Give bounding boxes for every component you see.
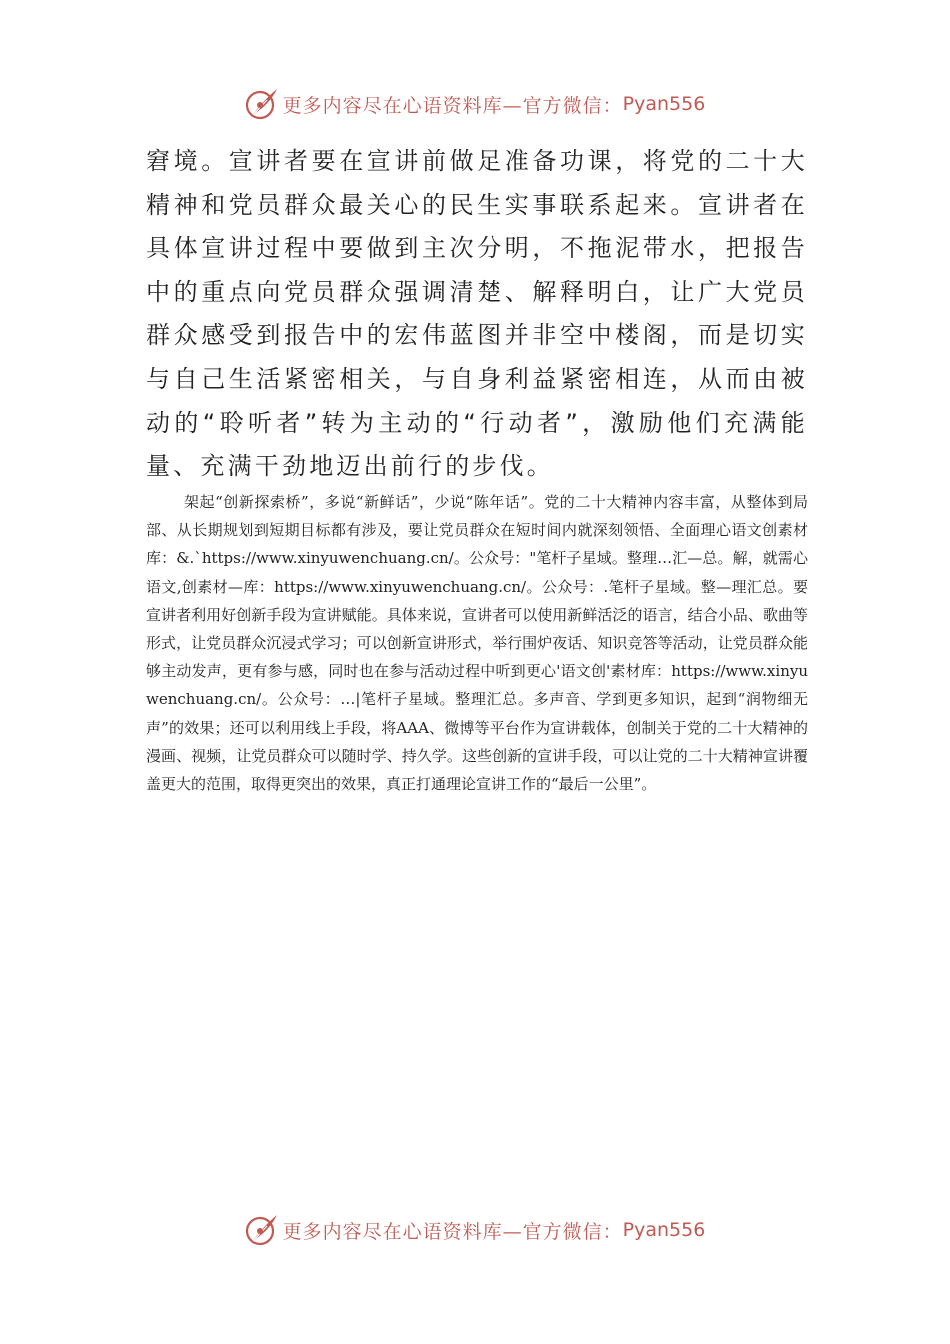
main-paragraph: 窘境。宣讲者要在宣讲前做足准备功课，将党的二十大精神和党员群众最关心的民生实事联系起来。宣讲者在具体宣讲过程中要做到主次分明，不拖泥带水，把报告中的重点向党员群众强调清楚、解释明白，让广大党员群众感受到报告中的宏伟蓝图并非空中楼阁，而是切实与自己生活紧密相关，与自身利益紧密相连，从而由被动的“聆听者”转为主动的“行动者”，激励他们充满能量、充满干劲地迈出前行的步伐。 bbox=[146, 147, 808, 481]
footer-watermark-banner bbox=[0, 1210, 950, 1250]
quill-pen-logo-icon bbox=[245, 1213, 279, 1247]
quill-pen-logo-icon bbox=[245, 87, 279, 121]
footer-banner-text: 更多内容尽在心语资料库—官方微信： bbox=[282, 1220, 623, 1243]
header-watermark-banner bbox=[0, 84, 950, 124]
second-paragraph: 架起“创新探索桥”，多说“新鲜话”，少说“陈年话”。党的二十大精神内容丰富，从整体到局部、从长期规划到短期目标都有涉及，要让党员群众在短时间内就深刻领悟、全面理心语文创素材库：&.`https://www.xinyuwenchuang.cn/。公众号："笔杆子星域。整理…汇—总。解，就需心语文,创素材—库：https://www.xinyuwenchuang.cn/。公众号：.笔杆子星域。整—理汇总。要宣讲者利用好创新手段为宣讲赋能。具体来说，宣讲者可以使用新鲜活泛的语言，结合小品、歌曲等形式，让党员群众沉浸式学习；可以创新宣讲形式，举行围炉夜话、知识竞答等活动，让党员群众能够主动发声，更有参与感，同时也在参与活动过程中听到更心'语文创'素材库：https://www.xinyuwenchuang.cn/。公众号：…|笔杆子星域。整理汇总。多声音、学到更多知识，起到“润物细无声”的效果；还可以利用线上手段，将AAA、微博等平台作为宣讲载体，创制关于党的二十大精神的漫画、视频，让党员群众可以随时学、持久学。这些创新的宣讲手段，可以让党的二十大精神宣讲覆盖更大的范围，取得更突出的效果，真正打通理论宣讲工作的“最后一公里”。 bbox=[146, 493, 808, 794]
footer-wechat-id: Pyan556 bbox=[622, 1219, 706, 1241]
header-wechat-id: Pyan556 bbox=[622, 93, 706, 115]
header-banner-text: 更多内容尽在心语资料库—官方微信： bbox=[282, 94, 623, 117]
